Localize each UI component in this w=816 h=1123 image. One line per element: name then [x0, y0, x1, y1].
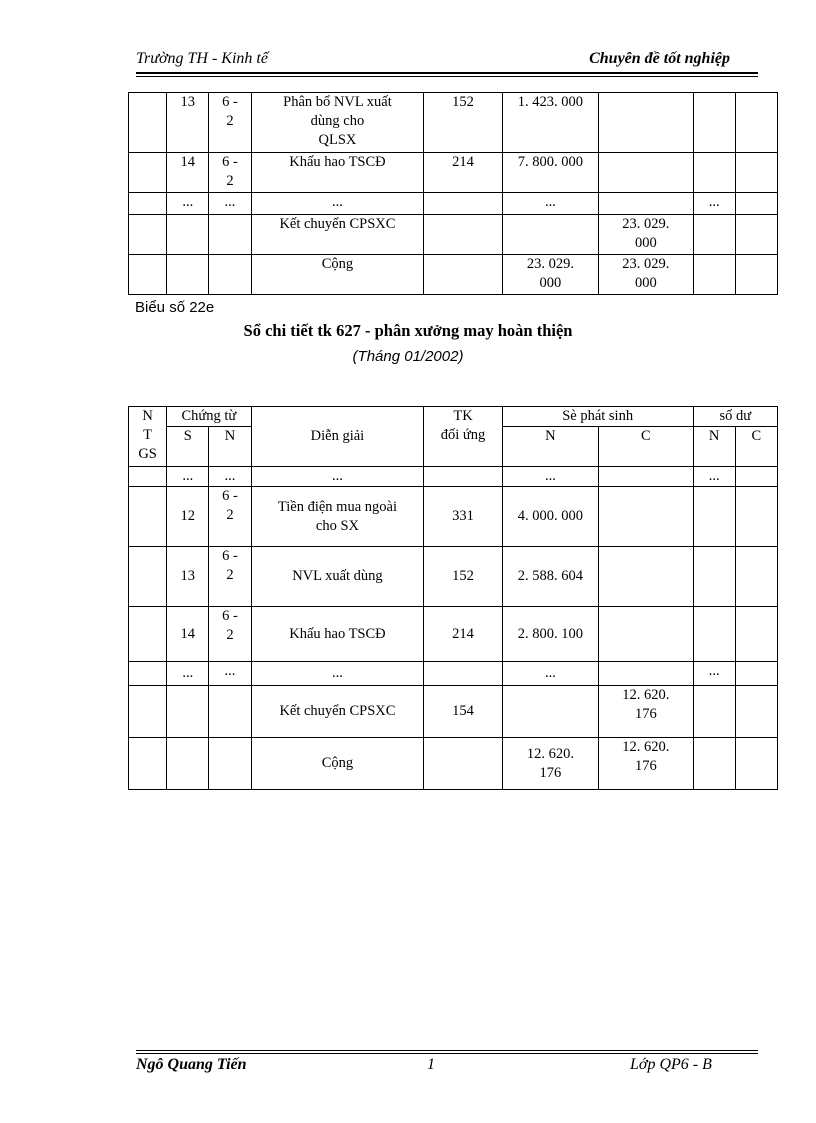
cell-ntgs	[129, 487, 167, 547]
cell-du-co	[735, 686, 777, 738]
cell-phat-sinh-no	[502, 215, 598, 255]
cell-so	[167, 215, 209, 255]
col-n-header: N	[209, 427, 251, 467]
col-du-n-header: N	[693, 427, 735, 467]
cell-so: ...	[167, 467, 209, 487]
cell-ntgs	[129, 607, 167, 662]
cell-tk-doi-ung	[424, 255, 502, 295]
cell-du-co	[735, 607, 777, 662]
table-row	[129, 153, 778, 193]
cell-phat-sinh-co	[599, 93, 693, 153]
cell-tk-doi-ung	[424, 738, 502, 790]
header-rule-top	[136, 72, 758, 74]
cell-phat-sinh-no: 1. 423. 000	[502, 93, 598, 153]
class-name: Lớp QP6 - B	[630, 1056, 712, 1073]
col-ps-n-header: N	[502, 427, 598, 467]
cell-du-co	[735, 487, 777, 547]
cell-ngay: ...	[209, 467, 251, 487]
table-row	[129, 738, 778, 790]
cell-phat-sinh-no: ...	[502, 467, 598, 487]
cell-ngay: 6 - 2	[209, 547, 251, 607]
cell-ngay: 6 - 2	[209, 487, 251, 547]
cell-ngay: 6 - 2	[209, 93, 251, 153]
cell-du-no	[693, 215, 735, 255]
cell-dien-giai: Phân bổ NVL xuất dùng cho QLSX	[251, 93, 424, 153]
cell-du-co	[735, 255, 777, 295]
cell-tk-doi-ung: 214	[424, 607, 502, 662]
cell-du-co	[735, 215, 777, 255]
cell-so: 12	[167, 487, 209, 547]
cell-ntgs	[129, 662, 167, 686]
cell-so	[167, 686, 209, 738]
cell-phat-sinh-no: 4. 000. 000	[502, 487, 598, 547]
cell-phat-sinh-co: 23. 029. 000	[599, 255, 693, 295]
cell-du-no	[693, 93, 735, 153]
cell-phat-sinh-co	[599, 467, 693, 487]
cell-ngay: ...	[209, 662, 251, 686]
cell-tk-doi-ung: 214	[424, 153, 502, 193]
ledger-table	[128, 406, 778, 790]
cell-du-no	[693, 547, 735, 607]
table-row	[129, 215, 778, 255]
cell-phat-sinh-no	[502, 686, 598, 738]
cell-phat-sinh-no: 2. 588. 604	[502, 547, 598, 607]
table-row	[129, 467, 778, 487]
cell-tk-doi-ung	[424, 215, 502, 255]
cell-tk-doi-ung: 152	[424, 93, 502, 153]
cell-du-no: ...	[693, 662, 735, 686]
cell-ntgs	[129, 686, 167, 738]
cell-dien-giai: Khấu hao TSCĐ	[251, 153, 424, 193]
cell-du-no	[693, 255, 735, 295]
cell-du-no	[693, 487, 735, 547]
cell-so: ...	[167, 193, 209, 215]
cell-dien-giai: Kết chuyển CPSXC	[251, 215, 424, 255]
cell-ntgs	[129, 547, 167, 607]
col-so-du-header: số dư	[693, 407, 777, 427]
cell-du-co	[735, 93, 777, 153]
cell-so	[167, 255, 209, 295]
school-name: Trường TH - Kinh tế	[136, 50, 268, 67]
col-chung-tu-header: Chứng từ	[167, 407, 251, 427]
cell-ngay: 6 - 2	[209, 607, 251, 662]
cell-ngay	[209, 686, 251, 738]
document-type: Chuyên đề tốt nghiệp	[589, 50, 730, 67]
cell-tk-doi-ung	[424, 467, 502, 487]
cell-phat-sinh-co	[599, 487, 693, 547]
cell-du-no: ...	[693, 467, 735, 487]
col-tk-header: TK đối ứng	[424, 407, 502, 467]
cell-phat-sinh-co	[599, 607, 693, 662]
cell-so	[167, 738, 209, 790]
cell-du-co	[735, 153, 777, 193]
cell-du-no: ...	[693, 193, 735, 215]
cell-phat-sinh-co	[599, 153, 693, 193]
table-caption: Biểu số 22e	[135, 299, 215, 316]
cell-dien-giai: NVL xuất dùng	[251, 547, 424, 607]
cell-tk-doi-ung: 154	[424, 686, 502, 738]
cell-du-co	[735, 547, 777, 607]
cell-du-co	[735, 738, 777, 790]
cell-phat-sinh-co	[599, 193, 693, 215]
cell-phat-sinh-no: 2. 800. 100	[502, 607, 598, 662]
cell-phat-sinh-no: ...	[502, 193, 598, 215]
table-row	[129, 607, 778, 662]
cell-du-no	[693, 738, 735, 790]
cell-ntgs	[129, 153, 167, 193]
author-name: Ngô Quang Tiến	[136, 1056, 247, 1073]
cell-tk-doi-ung	[424, 662, 502, 686]
col-ntgs-header: N T GS	[129, 407, 167, 467]
cell-phat-sinh-no: 7. 800. 000	[502, 153, 598, 193]
cell-dien-giai: Cộng	[251, 738, 424, 790]
table-row	[129, 547, 778, 607]
cell-ngay	[209, 738, 251, 790]
cell-du-co	[735, 193, 777, 215]
cell-so: 14	[167, 153, 209, 193]
cell-ntgs	[129, 193, 167, 215]
cell-du-no	[693, 686, 735, 738]
cell-tk-doi-ung	[424, 193, 502, 215]
cell-so: 14	[167, 607, 209, 662]
cell-phat-sinh-co: 12. 620. 176	[599, 686, 693, 738]
cell-dien-giai: ...	[251, 467, 424, 487]
cell-ntgs	[129, 255, 167, 295]
table-row	[129, 487, 778, 547]
cell-so: ...	[167, 662, 209, 686]
cell-dien-giai: Khấu hao TSCĐ	[251, 607, 424, 662]
cell-dien-giai: Cộng	[251, 255, 424, 295]
cell-phat-sinh-co	[599, 547, 693, 607]
footer-rule-top	[136, 1050, 758, 1051]
col-du-c-header: C	[735, 427, 777, 467]
col-phat-sinh-header: Sè phát sinh	[502, 407, 693, 427]
table-row	[129, 662, 778, 686]
table-row	[129, 193, 778, 215]
cell-phat-sinh-co	[599, 662, 693, 686]
col-s-header: S	[167, 427, 209, 467]
header-rule-bottom	[136, 76, 758, 77]
table-row	[129, 686, 778, 738]
cell-so: 13	[167, 547, 209, 607]
ledger-title: Sổ chi tiết tk 627 - phân xưởng may hoàn thiện	[243, 321, 573, 340]
cell-ngay	[209, 255, 251, 295]
cell-phat-sinh-no: 12. 620. 176	[502, 738, 598, 790]
cell-dien-giai: Kết chuyển CPSXC	[251, 686, 424, 738]
cell-phat-sinh-no: ...	[502, 662, 598, 686]
page-header	[136, 48, 758, 70]
table-row	[129, 93, 778, 153]
cell-dien-giai: ...	[251, 662, 424, 686]
page-number: 1	[427, 1056, 435, 1073]
cell-ntgs	[129, 467, 167, 487]
col-ps-c-header: C	[599, 427, 693, 467]
cell-tk-doi-ung: 331	[424, 487, 502, 547]
cell-ntgs	[129, 215, 167, 255]
cell-du-co	[735, 662, 777, 686]
cell-du-no	[693, 607, 735, 662]
table-row	[129, 255, 778, 295]
footer-rule-bottom	[136, 1053, 758, 1054]
col-dien-giai-header: Diễn giải	[251, 407, 424, 467]
cell-ntgs	[129, 738, 167, 790]
cell-du-co	[735, 467, 777, 487]
cell-tk-doi-ung: 152	[424, 547, 502, 607]
cell-ngay	[209, 215, 251, 255]
cell-phat-sinh-co: 23. 029. 000	[599, 215, 693, 255]
cell-dien-giai: ...	[251, 193, 424, 215]
cell-phat-sinh-co: 12. 620. 176	[599, 738, 693, 790]
ledger-period: (Tháng 01/2002)	[352, 348, 464, 365]
cell-dien-giai: Tiền điện mua ngoài cho SX	[251, 487, 424, 547]
ledger-table-continued	[128, 92, 778, 295]
cell-so: 13	[167, 93, 209, 153]
cell-du-no	[693, 153, 735, 193]
cell-ngay: 6 - 2	[209, 153, 251, 193]
cell-phat-sinh-no: 23. 029. 000	[502, 255, 598, 295]
cell-ngay: ...	[209, 193, 251, 215]
cell-ntgs	[129, 93, 167, 153]
